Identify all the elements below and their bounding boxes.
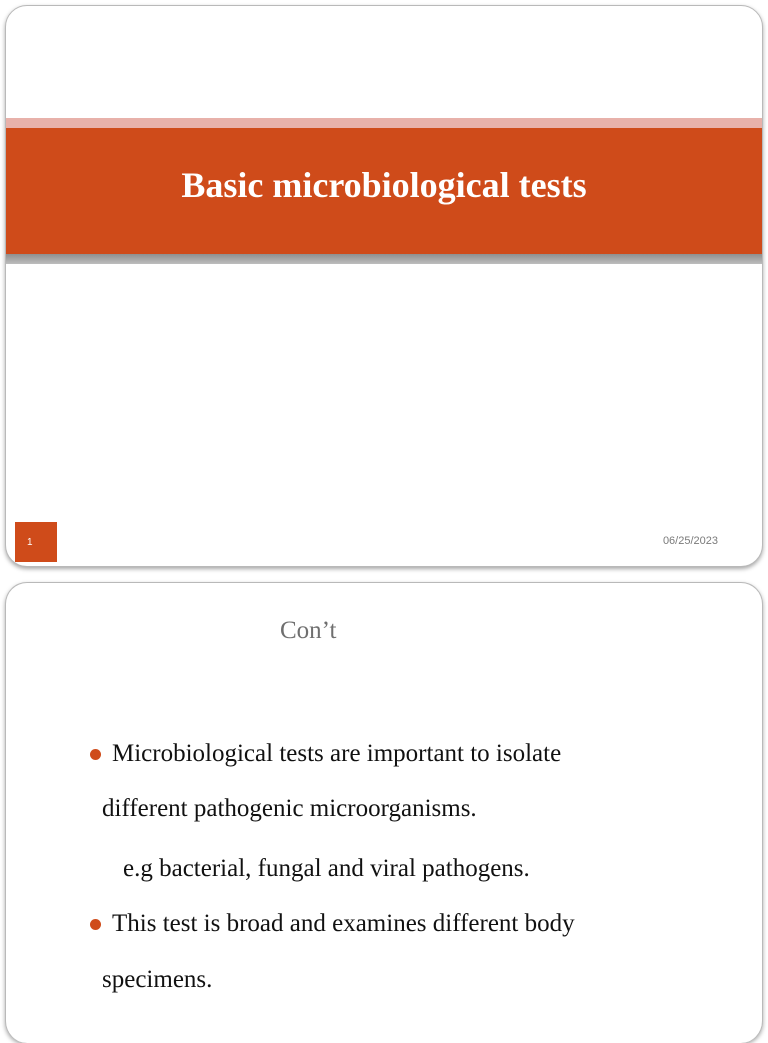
slide-number: 1 xyxy=(15,522,57,562)
title-slide xyxy=(5,5,763,567)
bullet-1-sub-line: e.g bacterial, fungal and viral pathogens. xyxy=(123,855,530,882)
bullet-1-line-1: Microbiological tests are important to isolate xyxy=(112,740,562,767)
title-band-bottom-stripe xyxy=(6,254,762,264)
bullet-1-line-2: different pathogenic microorganisms. xyxy=(102,795,477,822)
bullet-dot-icon xyxy=(90,919,101,930)
title-band xyxy=(6,128,762,254)
content-slide xyxy=(5,582,763,1043)
slide-heading: Con’t xyxy=(280,617,337,644)
slide-date: 06/25/2023 xyxy=(662,535,718,547)
title-band-top-stripe xyxy=(6,118,762,128)
bullet-2-line-1: This test is broad and examines different body xyxy=(112,910,575,937)
bullet-2-line-2: specimens. xyxy=(102,966,213,993)
slide-title: Basic microbiological tests xyxy=(181,165,587,205)
bullet-dot-icon xyxy=(90,749,101,760)
